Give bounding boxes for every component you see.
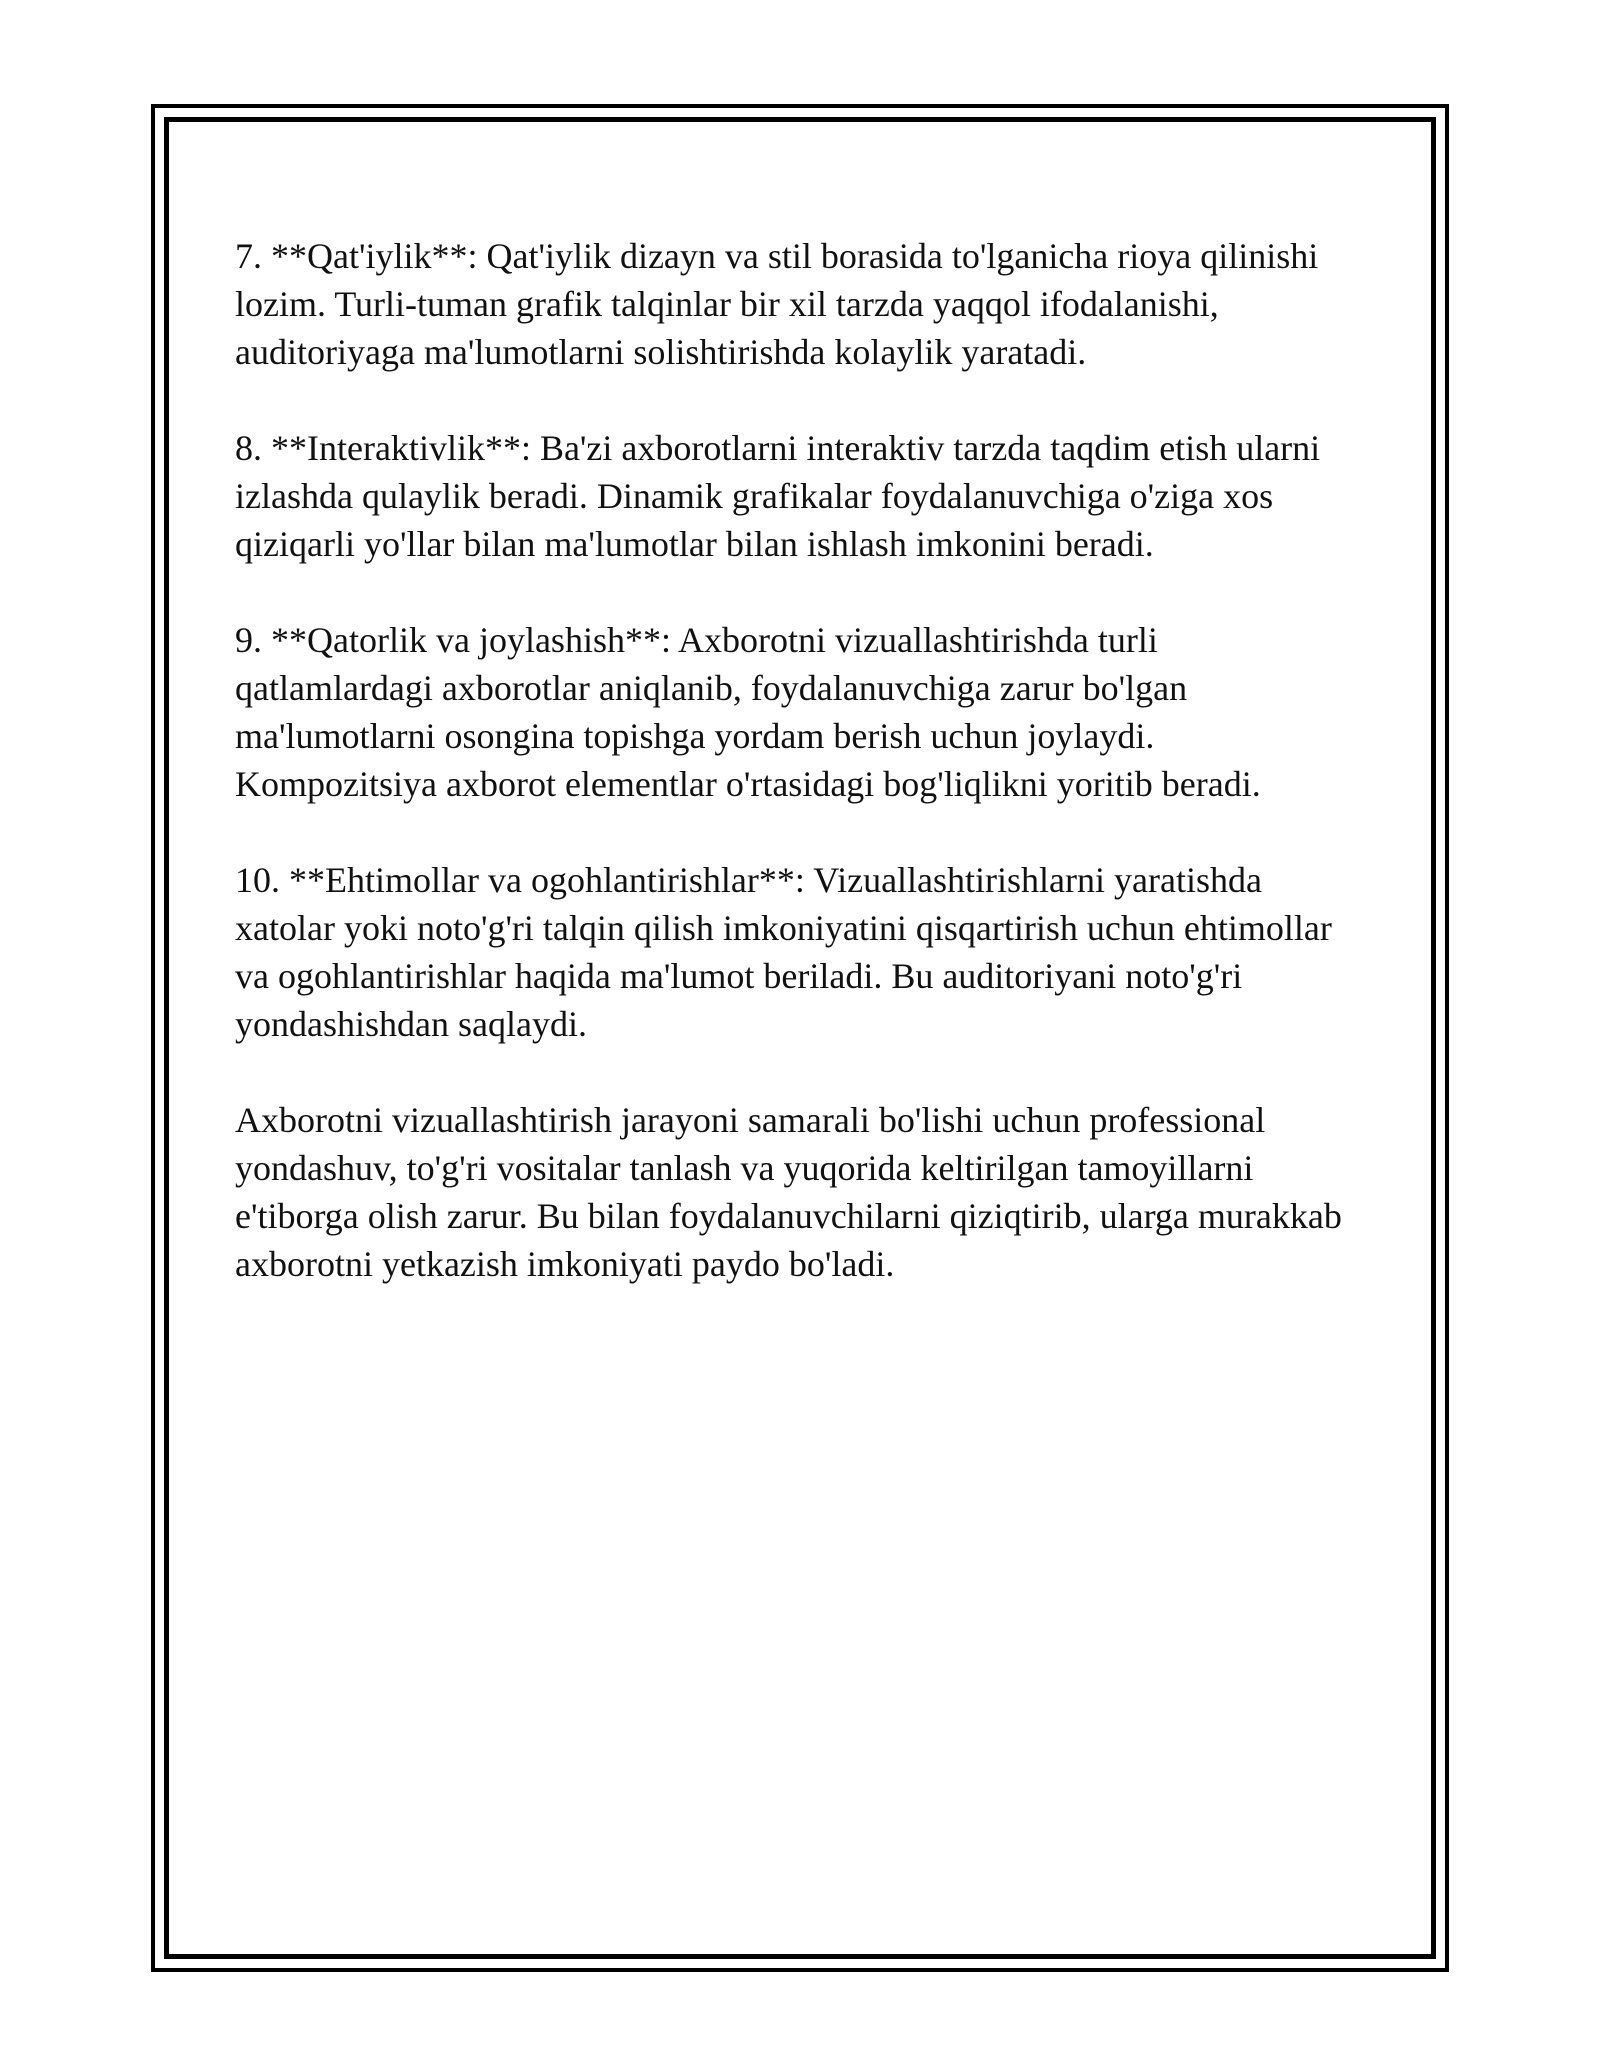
paragraph-ehtimollar-va-ogohlantirishlar: 10. **Ehtimollar va ogohlantirishlar**: Vizuallashtirishlarni yaratishda xatolar yoki noto'g'ri talqin qilish imkoniyatini qisqartirish uchun ehtimollar va ogohlantirishlar haqida ma'lumot beriladi. Bu auditoriyani noto'g'ri yondashishdan saqlaydi. [235, 860, 1332, 1044]
paragraph-interaktivlik: 8. **Interaktivlik**: Ba'zi axborotlarni interaktiv tarzda taqdim etish ularni izlashda qulaylik beradi. Dinamik grafikalar foydalanuvchiga o'ziga xos qiziqarli yo'llar bilan ma'lumotlar bilan ishlash imkonini beradi. [235, 428, 1321, 564]
paragraph-qatiylik: 7. **Qat'iylik**: Qat'iylik dizayn va stil borasida to'lganicha rioya qilinishi lozim. Turli-tuman grafik talqinlar bir xil tarzda yaqqol ifodalanishi, auditoriyaga ma'lumotlarni solishtirishda kolaylik yaratadi. [235, 236, 1319, 372]
paragraph-qatorlik-va-joylashish: 9. **Qatorlik va joylashish**: Axborotni vizuallashtirishda turli qatlamlardagi axborotlar aniqlanib, foydalanuvchiga zarur bo'lgan ma'lumotlarni osongina topishga yordam berish uchun joylaydi. Kompozitsiya axborot elementlar o'rtasidagi bog'liqlikni yoritib beradi. [235, 620, 1261, 804]
document-body [235, 232, 1375, 1336]
paragraph-conclusion: Axborotni vizuallashtirish jarayoni samarali bo'lishi uchun professional yondashuv, to'g'ri vositalar tanlash va yuqorida keltirilgan tamoyillarni e'tiborga olish zarur. Bu bilan foydalanuvchilarni qiziqtirib, ularga murakkab axborotni yetkazish imkoniyati paydo bo'ladi. [235, 1100, 1342, 1284]
